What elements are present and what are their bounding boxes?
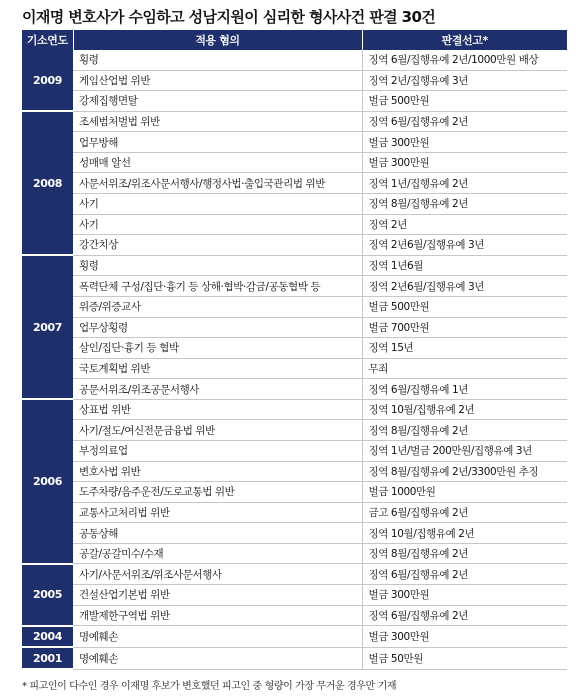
charge-cell: 강제집행면탈 (73, 91, 362, 112)
verdict-cell: 징역 1년/집행유예 2년 (362, 173, 567, 194)
verdict-cell: 벌금 500만원 (362, 91, 567, 112)
year-cell: 2008 (22, 111, 73, 255)
charge-cell: 국토계획법 위반 (73, 358, 362, 379)
verdict-cell: 징역 10월/집행유예 2년 (362, 399, 567, 420)
table-row (22, 235, 567, 256)
charge-cell: 게임산업법 위반 (73, 70, 362, 91)
table-row (22, 543, 567, 564)
charge-cell: 도주차량/음주운전/도로교통법 위반 (73, 482, 362, 503)
table-row (22, 338, 567, 359)
table-row (22, 523, 567, 544)
charge-cell: 개발제한구역법 위반 (73, 605, 362, 626)
table-row (22, 482, 567, 503)
verdict-cell: 금고 6월/집행유예 2년 (362, 502, 567, 523)
table-row (22, 50, 567, 70)
charge-cell: 상표법 위반 (73, 399, 362, 420)
table-row (22, 502, 567, 523)
verdict-cell: 벌금 50만원 (362, 647, 567, 669)
verdict-cell: 벌금 300만원 (362, 626, 567, 648)
charge-cell: 강간치상 (73, 235, 362, 256)
charge-cell: 업무방해 (73, 132, 362, 153)
table-row (22, 461, 567, 482)
year-cell: 2009 (22, 50, 73, 111)
charge-cell: 사문서위조/위조사문서행사/행정사법·출입국관리법 위반 (73, 173, 362, 194)
table-row (22, 317, 567, 338)
charge-cell: 명예훼손 (73, 647, 362, 669)
verdict-cell: 벌금 300만원 (362, 152, 567, 173)
verdict-cell: 징역 2년6월/집행유예 3년 (362, 276, 567, 297)
year-cell: 2001 (22, 647, 73, 669)
table-row (22, 647, 567, 669)
charge-cell: 건설산업기본법 위반 (73, 585, 362, 606)
charge-cell: 조세범처벌법 위반 (73, 111, 362, 132)
case-rows (22, 50, 567, 669)
charge-cell: 업무상횡령 (73, 317, 362, 338)
verdict-cell: 징역 10월/집행유예 2년 (362, 523, 567, 544)
header-row (22, 30, 567, 50)
charge-cell: 변호사법 위반 (73, 461, 362, 482)
year-cell: 2006 (22, 399, 73, 564)
verdict-cell: 징역 6월/집행유예 2년 (362, 111, 567, 132)
verdict-cell: 징역 6월/집행유예 2년 (362, 564, 567, 585)
verdict-cell: 징역 1년/벌금 200만원/집행유예 3년 (362, 440, 567, 461)
verdict-cell: 징역 2년/집행유예 3년 (362, 70, 567, 91)
charge-cell: 사기/절도/여신전문금융법 위반 (73, 420, 362, 441)
table-row (22, 152, 567, 173)
table-row (22, 132, 567, 153)
charge-cell: 성매매 알선 (73, 152, 362, 173)
year-cell: 2007 (22, 255, 73, 399)
table-row (22, 585, 567, 606)
table-row (22, 379, 567, 400)
charge-cell: 위증/위증교사 (73, 296, 362, 317)
year-cell: 2004 (22, 626, 73, 648)
verdict-cell: 벌금 300만원 (362, 585, 567, 606)
table-row (22, 255, 567, 276)
verdict-cell: 벌금 300만원 (362, 132, 567, 153)
charge-cell: 부정의료업 (73, 440, 362, 461)
table-row (22, 214, 567, 235)
table-row (22, 194, 567, 215)
table-row (22, 111, 567, 132)
verdict-cell: 징역 15년 (362, 338, 567, 359)
verdict-cell: 무죄 (362, 358, 567, 379)
cases-table (22, 30, 567, 670)
year-cell: 2005 (22, 564, 73, 626)
charge-cell: 교통사고처리법 위반 (73, 502, 362, 523)
verdict-cell: 징역 2년6월/집행유예 3년 (362, 235, 567, 256)
charge-cell: 명예훼손 (73, 626, 362, 648)
verdict-cell: 벌금 700만원 (362, 317, 567, 338)
table-row (22, 173, 567, 194)
verdict-cell: 징역 8월/집행유예 2년 (362, 543, 567, 564)
verdict-cell: 벌금 1000만원 (362, 482, 567, 503)
verdict-cell: 징역 6월/집행유예 1년 (362, 379, 567, 400)
verdict-cell: 징역 6월/집행유예 2년 (362, 605, 567, 626)
charge-cell: 사기 (73, 214, 362, 235)
verdict-cell: 징역 6월/집행유예 2년/1000만원 배상 (362, 50, 567, 70)
table-row (22, 276, 567, 297)
charge-cell: 사기/사문서위조/위조사문서행사 (73, 564, 362, 585)
verdict-cell: 징역 8월/집행유예 2년/3300만원 추징 (362, 461, 567, 482)
charge-cell: 살인/집단·흉기 등 협박 (73, 338, 362, 359)
header-year: 기소연도 (22, 30, 73, 50)
table-row (22, 399, 567, 420)
verdict-cell: 징역 1년6월 (362, 255, 567, 276)
verdict-cell: 징역 2년 (362, 214, 567, 235)
charge-cell: 폭력단체 구성/집단·흉기 등 상해·협박·감금/공동협박 등 (73, 276, 362, 297)
footnote: * 피고인이 다수인 경우 이재명 후보가 변호했던 피고인 중 형량이 가장 무거운 경우만 기재 (22, 681, 397, 692)
table-row (22, 626, 567, 648)
header-verdict: 판결선고* (362, 30, 567, 50)
charge-cell: 공문서위조/위조공문서행사 (73, 379, 362, 400)
table-row (22, 358, 567, 379)
header-charge: 적용 혐의 (73, 30, 362, 50)
table-row (22, 70, 567, 91)
verdict-cell: 징역 8월/집행유예 2년 (362, 194, 567, 215)
charge-cell: 횡령 (73, 50, 362, 70)
verdict-cell: 벌금 500만원 (362, 296, 567, 317)
table-row (22, 605, 567, 626)
table-row (22, 91, 567, 112)
charge-cell: 횡령 (73, 255, 362, 276)
charge-cell: 사기 (73, 194, 362, 215)
table-row (22, 440, 567, 461)
page-title: 이재명 변호사가 수임하고 성남지원이 심리한 형사사건 판결 30건 (22, 8, 436, 26)
table-row (22, 296, 567, 317)
table-row (22, 420, 567, 441)
table-row (22, 564, 567, 585)
verdict-cell: 징역 8월/집행유예 2년 (362, 420, 567, 441)
charge-cell: 공동상해 (73, 523, 362, 544)
charge-cell: 공갈/공갈미수/수재 (73, 543, 362, 564)
